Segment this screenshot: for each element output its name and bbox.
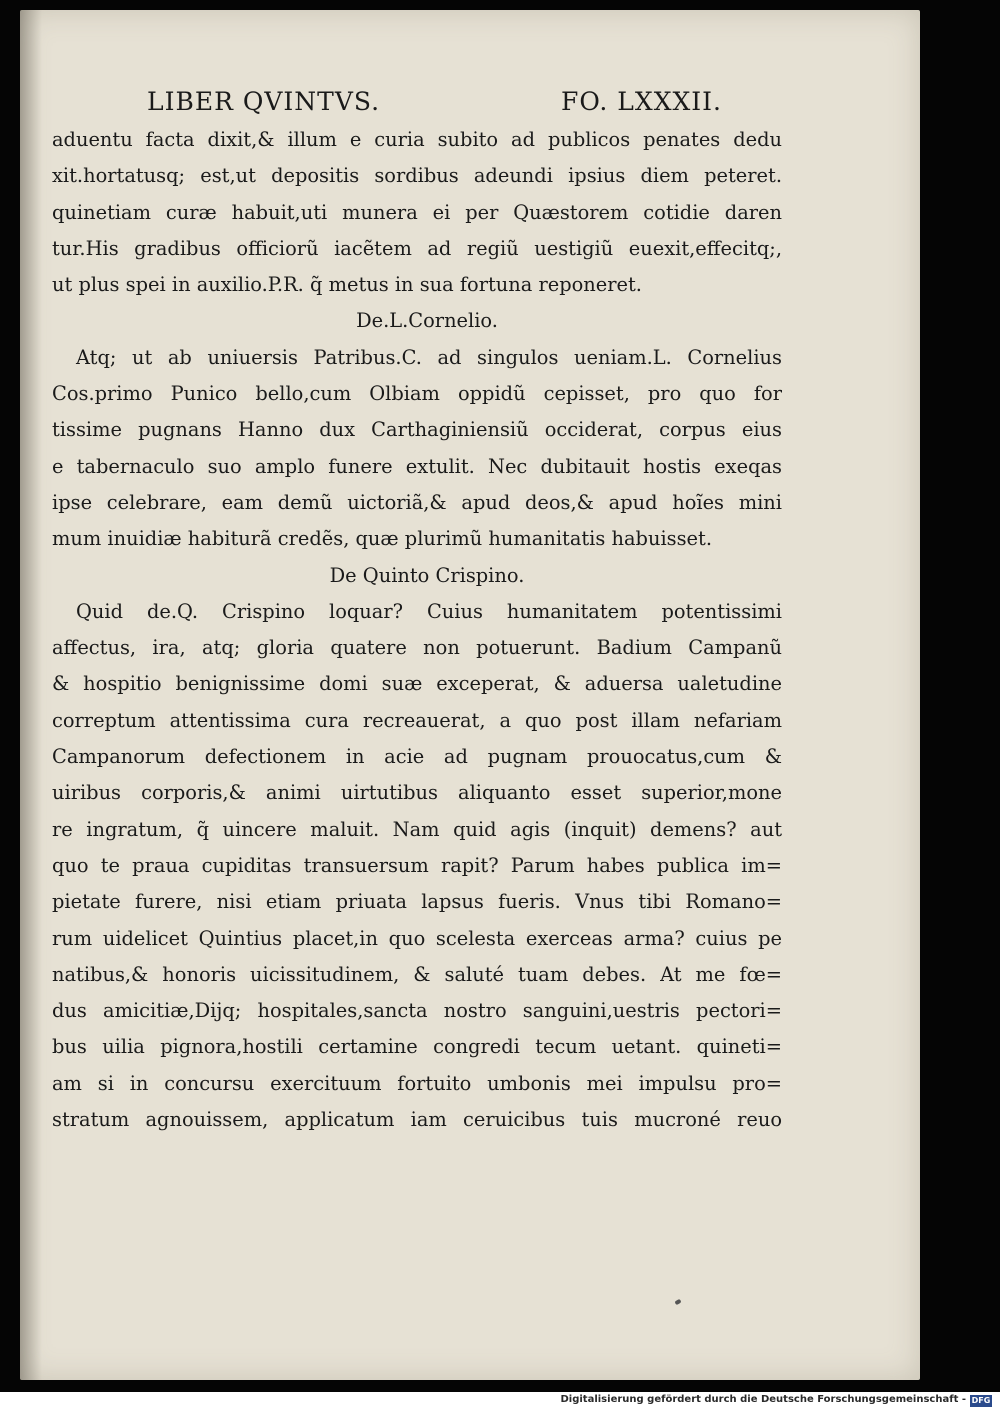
funding-credit: Digitalisierung gefördert durch die Deutsche Forschungsgemeinschaft - — [560, 1394, 966, 1405]
text-line: e tabernaculo suo amplo funere extulit. Nec dubitauit hostis exeqas — [52, 454, 782, 478]
section-heading: De Quinto Crispino. — [329, 563, 525, 587]
section-heading: De.L.Cornelio. — [356, 309, 498, 333]
text-line: aduentu facta dixit,& illum e curia subito ad publicos penates dedu — [52, 128, 782, 151]
text-line: Campanorum defectionem in acie ad pugnam prouocatus,cum & — [52, 745, 782, 769]
text-line: affectus, ira, atq; gloria quatere non potuerunt. Badium Campanũ — [52, 636, 782, 660]
text-line: dus amicitiæ,Dijq; hospitales,sancta nostro sanguini,uestris pectori= — [52, 999, 782, 1023]
text-line: pietate furere, nisi etiam priuata lapsus fueris. Vnus tibi Romano= — [52, 890, 782, 914]
text-line: am si in concursu exercituum fortuito umbonis mei impulsu pro= — [52, 1071, 782, 1095]
text-line: ipse celebrare, eam demũ uictoriã,& apud deos,& apud hoĩes mini — [52, 490, 782, 514]
running-head — [52, 82, 782, 122]
text-line: tissime pugnans Hanno dux Carthaginiensiũ occiderat, corpus eius — [52, 418, 782, 442]
text-line: xit.hortatusq; est,ut depositis sordibus adeundi ipsius diem peteret. — [52, 164, 782, 188]
text-line: bus uilia pignora,hostili certamine congredi tecum uetant. quineti= — [52, 1035, 782, 1059]
footer-bar — [0, 1392, 1000, 1411]
text-line: quo te praua cupiditas transuersum rapit? Parum habes publica im= — [52, 853, 782, 877]
text-line: Cos.primo Punico bello,cum Olbiam oppidũ cepisset, pro quo for — [52, 382, 782, 406]
text-line: & hospitio benignissime domi suæ exceperat, & aduersa ualetudine — [52, 672, 782, 696]
spine-shadow — [20, 10, 42, 1380]
ink-speck — [674, 1299, 681, 1305]
text-line: correptum attentissima cura recreauerat, a quo post illam nefariam — [52, 708, 782, 732]
text-line: uiribus corporis,& animi uirtutibus aliquanto esset superior,mone — [52, 781, 782, 805]
book-page — [20, 10, 920, 1380]
dfg-logo: DFG — [971, 1396, 991, 1405]
text-line: quinetiam curæ habuit,uti munera ei per Quæstorem cotidie daren — [52, 200, 782, 224]
page-text-block — [52, 82, 782, 1138]
running-head-title: LIBER QVINTVS. — [147, 87, 381, 116]
text-line: mum inuidiæ habiturã credẽs, quæ plurimũ humanitatis habuisset. — [52, 527, 712, 551]
text-line: Atq; ut ab uniuersis Patribus.C. ad singulos ueniam.L. Cornelius — [76, 345, 782, 369]
text-line: rum uidelicet Quintius placet,in quo scelesta exerceas arma? cuius pe — [52, 926, 782, 950]
text-lines — [52, 122, 782, 1138]
text-line: stratum agnouissem, applicatum iam ceruicibus tuis mucroné reuo — [52, 1108, 782, 1132]
folio-number: FO. LXXXII. — [561, 87, 722, 116]
text-line: Quid de.Q. Crispino loquar? Cuius humanitatem potentissimi — [76, 599, 782, 623]
text-line: tur.His gradibus officiorũ iacẽtem ad regiũ uestigiũ euexit,effecitq;, — [52, 236, 782, 260]
text-line: natibus,& honoris uicissitudinem, & saluté tuam debes. At me fœ= — [52, 962, 782, 986]
text-line: ut plus spei in auxilio.P.R. q̃ metus in sua fortuna reponeret. — [52, 273, 642, 297]
text-line: re ingratum, q̃ uincere maluit. Nam quid agis (inquit) demens? aut — [52, 817, 782, 841]
